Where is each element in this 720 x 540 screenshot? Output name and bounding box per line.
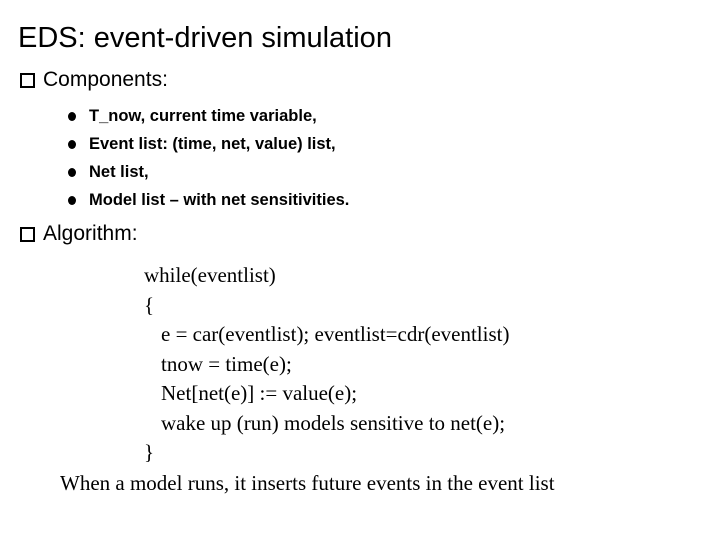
- dot-bullet-icon: [68, 112, 76, 121]
- list-item: [68, 102, 349, 130]
- list-item: [68, 158, 349, 186]
- list-item-text: Net list,: [89, 162, 149, 181]
- code-line: while(eventlist): [144, 263, 276, 287]
- code-line: e = car(eventlist); eventlist=cdr(eventlist): [161, 322, 510, 346]
- components-heading: Components:: [43, 68, 168, 91]
- components-list: [68, 102, 349, 214]
- algorithm-heading-row: [18, 222, 138, 246]
- algorithm-code: [144, 261, 509, 468]
- code-line: Net[net(e)] := value(e);: [161, 381, 358, 405]
- list-item: [68, 130, 349, 158]
- code-line: wake up (run) models sensitive to net(e);: [161, 410, 506, 435]
- dot-bullet-icon: [68, 168, 76, 177]
- dot-bullet-icon: [68, 196, 76, 205]
- list-item: [68, 186, 349, 214]
- list-item-text: Model list – with net sensitivities.: [89, 190, 350, 209]
- list-item-text: T_now, current time variable,: [89, 106, 317, 125]
- algorithm-heading: Algorithm:: [43, 222, 138, 245]
- code-line: {: [144, 292, 155, 317]
- note-text: When a model runs, it inserts future events in the event list: [60, 471, 555, 495]
- square-bullet-icon: [20, 73, 35, 88]
- square-bullet-icon: [20, 227, 35, 242]
- code-line: }: [144, 440, 155, 464]
- components-heading-row: [18, 68, 168, 92]
- dot-bullet-icon: [68, 140, 76, 149]
- code-line: tnow = time(e);: [161, 351, 292, 376]
- list-item-text: Event list: (time, net, value) list,: [89, 134, 336, 153]
- slide-title: EDS: event-driven simulation: [18, 22, 392, 54]
